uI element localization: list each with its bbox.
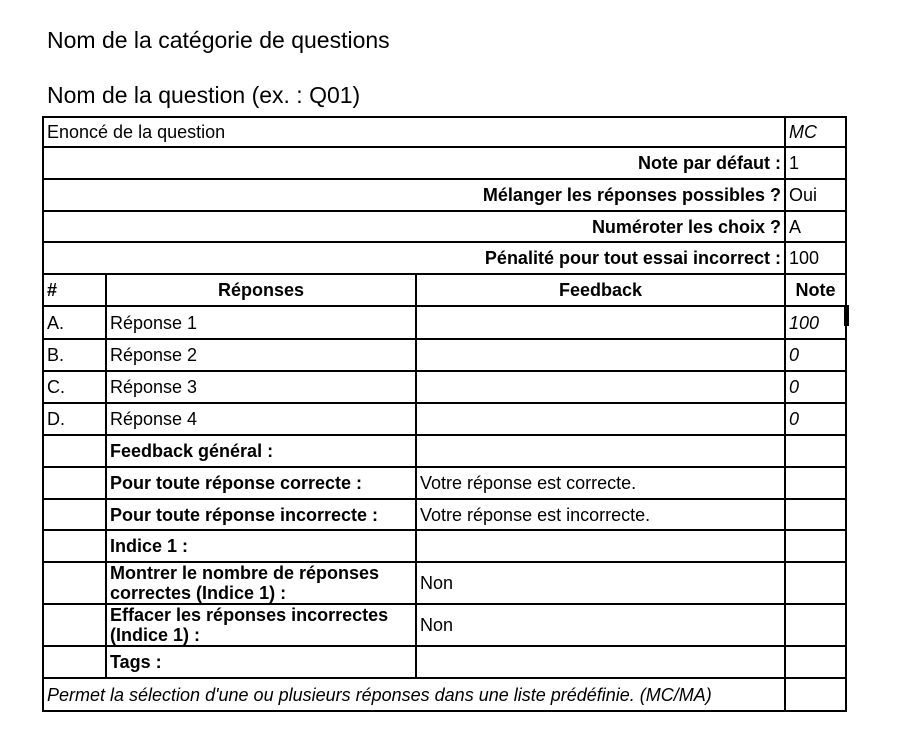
answer-note-cell: 0 bbox=[785, 371, 846, 403]
extra-label: Effacer les réponses incorrectes (Indice 1) : bbox=[106, 604, 416, 646]
answer-text: Réponse 2 bbox=[106, 339, 416, 371]
setting-value-numbering: A bbox=[785, 211, 846, 242]
setting-label-default-grade: Note par défaut : bbox=[43, 147, 785, 179]
setting-row bbox=[43, 179, 846, 211]
text-cursor-caret bbox=[844, 305, 849, 326]
answer-feedback-cell bbox=[416, 371, 785, 403]
extra-feedback-cell: Non bbox=[416, 604, 785, 646]
setting-value-default-grade: 1 bbox=[785, 147, 846, 179]
question-type-cell: MC bbox=[785, 117, 846, 147]
extra-row-correct-feedback bbox=[43, 467, 846, 499]
empty-number-cell bbox=[43, 530, 106, 562]
answer-row bbox=[43, 306, 846, 339]
extra-feedback-cell bbox=[416, 530, 785, 562]
extra-label: Tags : bbox=[106, 646, 416, 678]
answer-feedback-cell bbox=[416, 403, 785, 435]
extra-label: Pour toute réponse incorrecte : bbox=[106, 499, 416, 530]
setting-row bbox=[43, 211, 846, 242]
setting-row bbox=[43, 147, 846, 179]
footer-note-cell bbox=[785, 678, 846, 711]
answer-letter: D. bbox=[43, 403, 106, 435]
question-template-table bbox=[42, 116, 847, 712]
answers-header-row bbox=[43, 274, 846, 306]
answer-row bbox=[43, 403, 846, 435]
extra-note-cell bbox=[785, 435, 846, 467]
question-title: Nom de la question (ex. : Q01) bbox=[47, 82, 361, 108]
answer-note-cell: 0 bbox=[785, 339, 846, 371]
answer-feedback-cell bbox=[416, 306, 785, 339]
extra-row-general-feedback bbox=[43, 435, 846, 467]
extra-row-tags bbox=[43, 646, 846, 678]
header-note-cell: Note bbox=[785, 274, 846, 306]
setting-label-penalty: Pénalité pour tout essai incorrect : bbox=[43, 242, 785, 274]
extra-note-cell bbox=[785, 646, 846, 678]
extra-label: Indice 1 : bbox=[106, 530, 416, 562]
extra-label: Feedback général : bbox=[106, 435, 416, 467]
extra-note-cell bbox=[785, 499, 846, 530]
answer-row bbox=[43, 371, 846, 403]
answer-text: Réponse 4 bbox=[106, 403, 416, 435]
extra-row-incorrect-feedback bbox=[43, 499, 846, 530]
answer-letter: C. bbox=[43, 371, 106, 403]
answer-text: Réponse 3 bbox=[106, 371, 416, 403]
setting-label-numbering: Numéroter les choix ? bbox=[43, 211, 785, 242]
answer-letter: B. bbox=[43, 339, 106, 371]
answer-letter: A. bbox=[43, 306, 106, 339]
statement-row bbox=[43, 117, 846, 147]
header-number-cell: # bbox=[43, 274, 106, 306]
setting-row bbox=[43, 242, 846, 274]
question-type-description: Permet la sélection d'une ou plusieurs réponses dans une liste prédéfinie. (MC/MA) bbox=[43, 678, 785, 711]
question-statement-cell: Enoncé de la question bbox=[43, 117, 785, 147]
extra-note-cell bbox=[785, 562, 846, 604]
answer-note-cell: 0 bbox=[785, 403, 846, 435]
footer-row bbox=[43, 678, 846, 711]
setting-value-penalty: 100 bbox=[785, 242, 846, 274]
extra-label: Montrer le nombre de réponses correctes (Indice 1) : bbox=[106, 562, 416, 604]
answer-text: Réponse 1 bbox=[106, 306, 416, 339]
extra-row-clear-incorrect bbox=[43, 604, 846, 646]
extra-row-hint1 bbox=[43, 530, 846, 562]
extra-note-cell bbox=[785, 467, 846, 499]
header-feedback-cell: Feedback bbox=[416, 274, 785, 306]
setting-label-shuffle: Mélanger les réponses possibles ? bbox=[43, 179, 785, 211]
header-reponses-cell: Réponses bbox=[106, 274, 416, 306]
empty-number-cell bbox=[43, 467, 106, 499]
answer-row bbox=[43, 339, 846, 371]
empty-number-cell bbox=[43, 435, 106, 467]
extra-note-cell bbox=[785, 604, 846, 646]
extra-note-cell bbox=[785, 530, 846, 562]
setting-value-shuffle: Oui bbox=[785, 179, 846, 211]
extra-feedback-cell: Non bbox=[416, 562, 785, 604]
extra-row-show-numcorrect bbox=[43, 562, 846, 604]
empty-number-cell bbox=[43, 646, 106, 678]
extra-feedback-cell: Votre réponse est incorrecte. bbox=[416, 499, 785, 530]
extra-feedback-cell bbox=[416, 646, 785, 678]
extra-feedback-cell: Votre réponse est correcte. bbox=[416, 467, 785, 499]
answer-feedback-cell bbox=[416, 339, 785, 371]
empty-number-cell bbox=[43, 562, 106, 604]
extra-feedback-cell bbox=[416, 435, 785, 467]
empty-number-cell bbox=[43, 604, 106, 646]
category-title: Nom de la catégorie de questions bbox=[47, 27, 390, 53]
answer-note-cell: 100 bbox=[785, 306, 846, 339]
empty-number-cell bbox=[43, 499, 106, 530]
extra-label: Pour toute réponse correcte : bbox=[106, 467, 416, 499]
